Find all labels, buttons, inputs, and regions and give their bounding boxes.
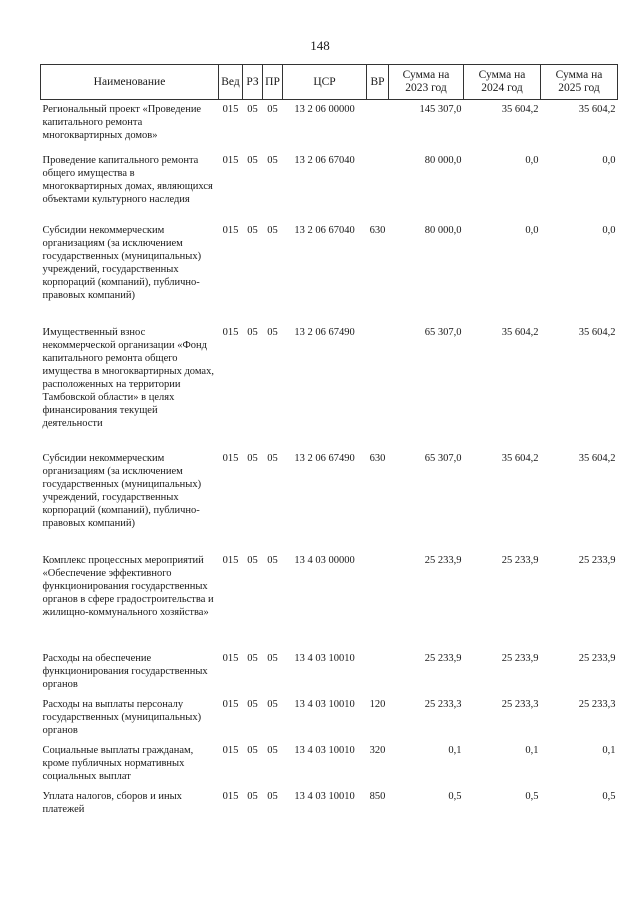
- cell-pr: 05: [267, 554, 278, 566]
- cell-sum-2024: 0,5: [525, 790, 539, 802]
- cell-rz: 05: [247, 790, 258, 802]
- cell-csr: 13 4 03 10010: [294, 698, 355, 710]
- cell-sum-2023: 145 307,0: [419, 104, 462, 115]
- cell-sum-2025: 25 233,9: [578, 554, 616, 566]
- table-row: [41, 100, 618, 154]
- cell-name: Комплекс процессных мероприятий «Обеспечение эффективного функционирования государственных органов в сфере градостроительства и жилищно-коммунального хозяйства»: [42, 554, 214, 618]
- header-csr: ЦСР: [283, 65, 367, 100]
- table-row: [41, 554, 618, 652]
- cell-sum-2024: 25 233,3: [501, 698, 539, 710]
- cell-pr: 05: [267, 224, 278, 236]
- cell-vr: 120: [369, 698, 386, 710]
- cell-sum-2024: 35 604,2: [501, 452, 539, 464]
- cell-rz: 05: [247, 224, 258, 236]
- cell-pr: 05: [267, 326, 278, 338]
- cell-csr: 13 4 03 10010: [294, 744, 355, 756]
- cell-sum-2023: 65 307,0: [424, 452, 462, 464]
- cell-csr: 13 2 06 67040: [294, 224, 355, 236]
- cell-vr: [367, 326, 389, 452]
- table-row: [41, 154, 618, 224]
- table-row: [41, 652, 618, 698]
- cell-rz: 05: [247, 104, 258, 115]
- cell-name: Уплата налогов, сборов и иных платежей: [42, 790, 182, 815]
- cell-pr: 05: [267, 154, 278, 166]
- cell-ved: 015: [222, 452, 239, 464]
- table-row: [41, 790, 618, 822]
- cell-csr: 13 2 06 67490: [294, 452, 355, 464]
- cell-name: Имущественный взнос некоммерческой организации «Фонд капитального ремонта общего имущества в многоквартирных домах, расположенных на территории Тамбовской области» в целях финансирования текущей деятельности: [42, 326, 214, 429]
- cell-sum-2024: 25 233,9: [501, 554, 539, 566]
- cell-ved: 015: [222, 698, 239, 710]
- cell-sum-2023: 80 000,0: [424, 154, 462, 166]
- cell-name: Региональный проект «Проведение капитального ремонта многоквартирных домов»: [42, 104, 202, 141]
- cell-pr: 05: [267, 652, 278, 664]
- header-vr: ВР: [367, 65, 389, 100]
- cell-sum-2023: 65 307,0: [424, 326, 462, 338]
- cell-pr: 05: [267, 744, 278, 756]
- cell-sum-2025: 0,0: [602, 224, 616, 236]
- cell-rz: 05: [247, 554, 258, 566]
- cell-vr: 630: [369, 452, 386, 464]
- cell-name: Субсидии некоммерческим организациям (за исключением государственных (муниципальных) учреждений, государственных корпораций (компаний), публично-правовых компаний): [42, 452, 202, 529]
- header-rz: РЗ: [243, 65, 263, 100]
- header-name: Наименование: [41, 65, 219, 100]
- header-ved: Вед: [219, 65, 243, 100]
- cell-vr: 850: [369, 790, 386, 802]
- cell-name: Расходы на выплаты персоналу государственных (муниципальных) органов: [42, 698, 202, 736]
- cell-csr: 13 4 03 10010: [294, 790, 355, 802]
- cell-pr: 05: [267, 452, 278, 464]
- cell-sum-2023: 25 233,3: [424, 698, 462, 710]
- cell-ved: 015: [222, 554, 239, 566]
- cell-pr: 05: [267, 104, 278, 115]
- cell-sum-2025: 0,5: [602, 790, 616, 802]
- cell-ved: 015: [222, 104, 239, 115]
- cell-sum-2023: 0,1: [448, 744, 462, 756]
- cell-sum-2025: 25 233,9: [578, 652, 616, 664]
- cell-sum-2023: 0,5: [448, 790, 462, 802]
- cell-vr: [367, 652, 389, 698]
- cell-sum-2023: 25 233,9: [424, 652, 462, 664]
- cell-ved: 015: [222, 326, 239, 338]
- cell-csr: 13 2 06 00000: [294, 104, 355, 115]
- cell-ved: 015: [222, 224, 239, 236]
- cell-vr: [367, 554, 389, 652]
- cell-name: Субсидии некоммерческим организациям (за исключением государственных (муниципальных) учреждений, государственных корпораций (компаний), публично-правовых компаний): [42, 224, 202, 301]
- cell-csr: 13 4 03 00000: [294, 554, 355, 566]
- cell-pr: 05: [267, 698, 278, 710]
- cell-name: Расходы на обеспечение функционирования государственных органов: [42, 652, 208, 690]
- cell-vr: 630: [369, 224, 386, 236]
- cell-csr: 13 2 06 67040: [294, 154, 355, 166]
- cell-csr: 13 4 03 10010: [294, 652, 355, 664]
- cell-ved: 015: [222, 652, 239, 664]
- cell-rz: 05: [247, 652, 258, 664]
- table-row: [41, 698, 618, 744]
- cell-ved: 015: [222, 744, 239, 756]
- cell-rz: 05: [247, 744, 258, 756]
- cell-sum-2025: 35 604,2: [578, 104, 616, 115]
- table-row: [41, 452, 618, 554]
- table-row: [41, 224, 618, 326]
- cell-sum-2024: 0,0: [525, 154, 539, 166]
- cell-name: Социальные выплаты гражданам, кроме публичных нормативных социальных выплат: [42, 744, 194, 782]
- cell-sum-2025: 0,0: [602, 154, 616, 166]
- cell-rz: 05: [247, 452, 258, 464]
- cell-sum-2023: 80 000,0: [424, 224, 462, 236]
- cell-vr: [367, 100, 389, 154]
- cell-rz: 05: [247, 154, 258, 166]
- cell-sum-2025: 35 604,2: [578, 452, 616, 464]
- cell-sum-2025: 25 233,3: [578, 698, 616, 710]
- cell-name: Проведение капитального ремонта общего имущества в многоквартирных домах, являющихся объектами культурного наследия: [42, 154, 213, 205]
- cell-sum-2024: 35 604,2: [501, 104, 539, 115]
- cell-csr: 13 2 06 67490: [294, 326, 355, 338]
- cell-sum-2024: 35 604,2: [501, 326, 539, 338]
- cell-ved: 015: [222, 790, 239, 802]
- cell-rz: 05: [247, 326, 258, 338]
- cell-sum-2024: 0,1: [525, 744, 539, 756]
- header-sum-2024: Сумма на 2024 год: [464, 65, 541, 100]
- cell-ved: 015: [222, 154, 239, 166]
- table-row: [41, 326, 618, 452]
- header-pr: ПР: [263, 65, 283, 100]
- budget-table: [40, 64, 618, 822]
- header-sum-2023: Сумма на 2023 год: [389, 65, 464, 100]
- cell-vr: [367, 154, 389, 224]
- header-sum-2025: Сумма на 2025 год: [541, 65, 618, 100]
- table-header-row: [41, 65, 618, 100]
- cell-sum-2023: 25 233,9: [424, 554, 462, 566]
- cell-pr: 05: [267, 790, 278, 802]
- table-body: [41, 100, 618, 822]
- table-row: [41, 744, 618, 790]
- cell-sum-2024: 0,0: [525, 224, 539, 236]
- page-number: 148: [310, 38, 330, 53]
- cell-sum-2024: 25 233,9: [501, 652, 539, 664]
- cell-vr: 320: [369, 744, 386, 756]
- cell-rz: 05: [247, 698, 258, 710]
- cell-sum-2025: 0,1: [602, 744, 616, 756]
- cell-sum-2025: 35 604,2: [578, 326, 616, 338]
